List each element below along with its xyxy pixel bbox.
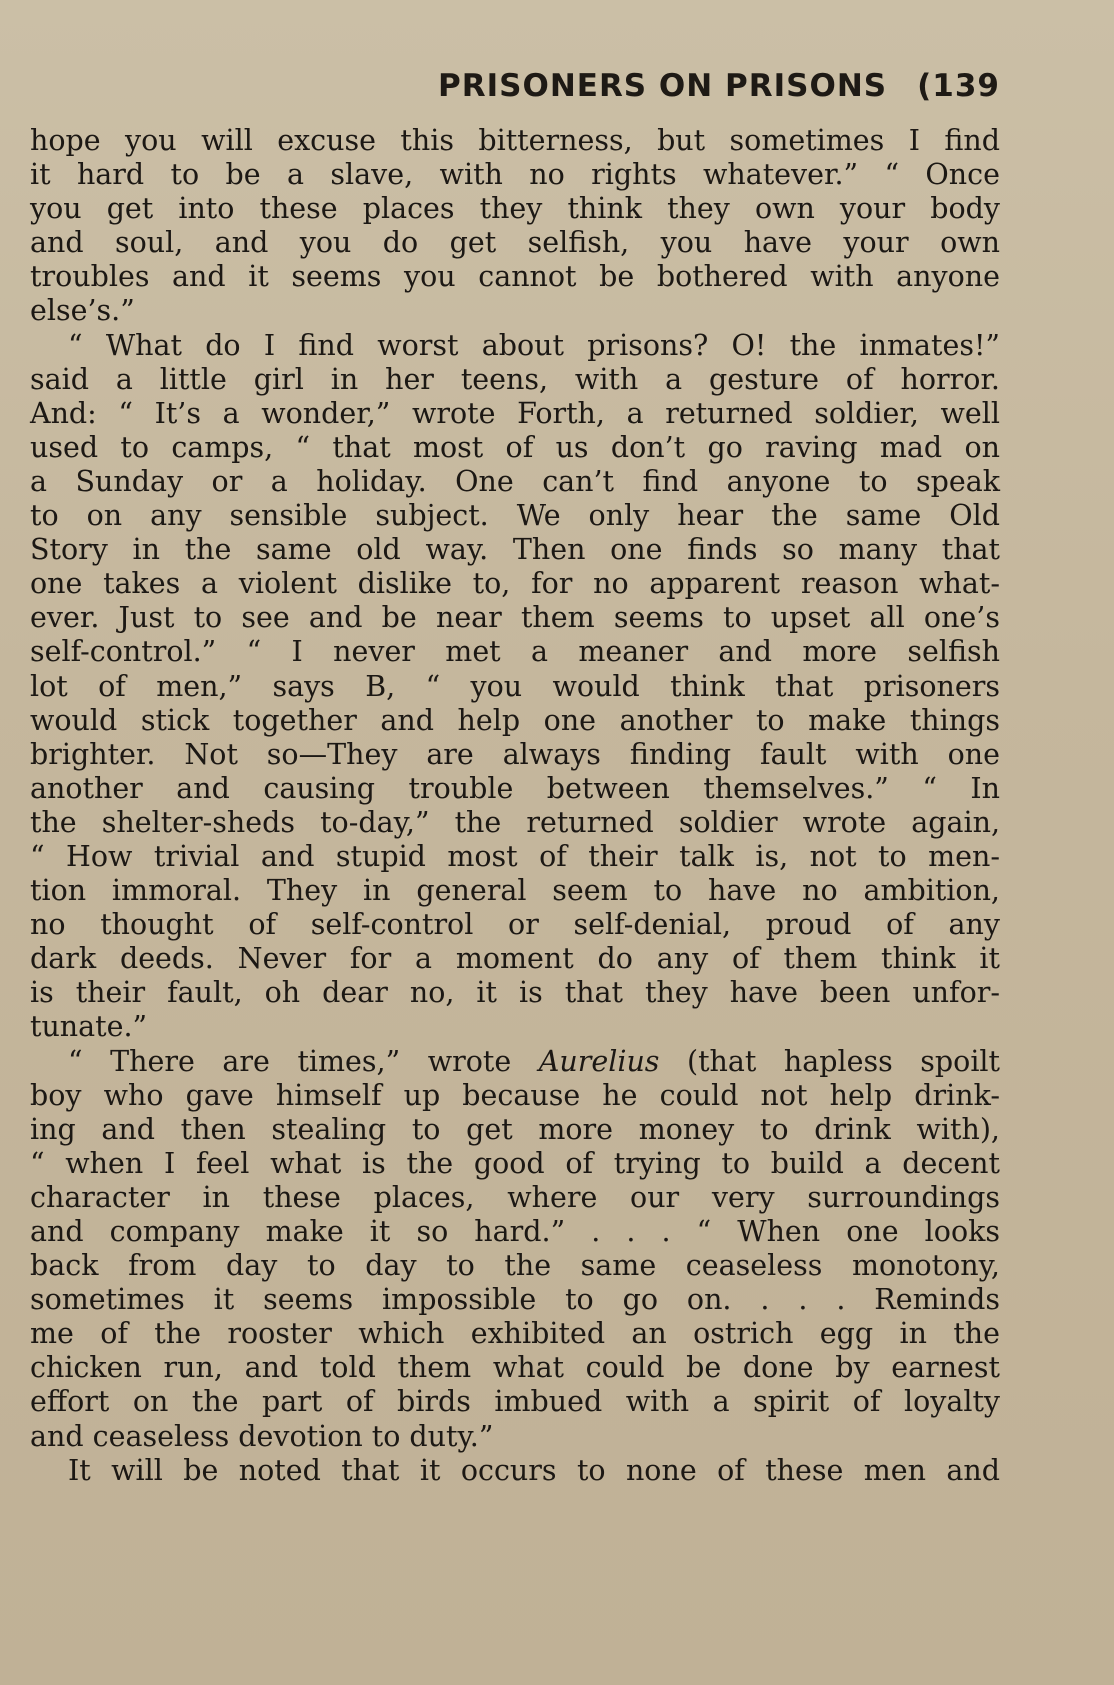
text-line: boy who gave himself up because he could not help drink- [30, 1078, 1000, 1112]
text-fragment: “ There are times,” wrote [68, 1044, 539, 1078]
text-line: ever. Just to see and be near them seems to upset all one’s [30, 601, 1000, 635]
text-line: to on any sensible subject. We only hear the same Old [30, 499, 1000, 533]
text-line: tunate.” [30, 1010, 148, 1044]
text-line: back from day to day to the same ceaseless monotony, [30, 1249, 1000, 1283]
text-line: would stick together and help one another to make things [30, 703, 1000, 737]
text-line: me of the rooster which exhibited an ostrich egg in the [30, 1317, 1000, 1351]
text-line: hope you will excuse this bitterness, but sometimes I find [30, 124, 1000, 157]
text-line: And: “ It’s a wonder,” wrote Forth, a returned soldier, well [30, 396, 1000, 430]
text-line: and soul, and you do get selfish, you have your own [30, 226, 1000, 260]
running-title: PRISONERS ON PRISONS [438, 68, 888, 104]
text-line: It will be noted that it occurs to none of these men and [68, 1453, 1000, 1487]
text-line: “ What do I find worst about prisons? O! the inmates!” [68, 328, 1000, 362]
text-line: it hard to be a slave, with no rights whatever.” “ Once [30, 158, 1000, 192]
text-fragment: (that hapless spoilt [659, 1044, 1000, 1078]
text-line: ing and then stealing to get more money to drink with), [30, 1112, 1000, 1146]
text-line: troubles and it seems you cannot be bothered with anyone [30, 260, 1000, 294]
text-line: no thought of self-control or self-denial, proud of any [30, 908, 1000, 942]
text-line: and ceaseless devotion to duty.” [30, 1419, 494, 1453]
text-line: dark deeds. Never for a moment do any of them think it [30, 942, 1000, 976]
text-line: Story in the same old way. Then one finds so many that [30, 533, 1000, 567]
body-text [30, 124, 1000, 1488]
running-header [438, 68, 1000, 104]
text-line: “ How trivial and stupid most of their talk is, not to men- [30, 839, 1000, 873]
text-line: else’s.” [30, 294, 135, 328]
text-line: a Sunday or a holiday. One can’t find anyone to speak [30, 464, 1000, 498]
text-line: tion immoral. They in general seem to have no ambition, [30, 874, 1000, 908]
text-line: sometimes it seems impossible to go on. . . . Reminds [30, 1283, 1000, 1317]
text-line: and company make it so hard.” . . . “ When one looks [30, 1215, 1000, 1248]
text-line: the shelter-sheds to-day,” the returned soldier wrote again, [30, 805, 1000, 839]
text-line: said a little girl in her teens, with a gesture of horror. [30, 362, 1000, 396]
text-line: used to camps, “ that most of us don’t go raving mad on [30, 430, 1000, 464]
text-line: chicken run, and told them what could be done by earnest [30, 1351, 1000, 1385]
text-line [30, 1045, 1000, 1079]
text-line: brighter. Not so—They are always finding fault with one [30, 737, 1000, 771]
text-line: self-control.” “ I never met a meaner and more selfish [30, 635, 1000, 669]
text-line: “ when I feel what is the good of trying to build a decent [30, 1146, 1000, 1180]
text-line: one takes a violent dislike to, for no apparent reason what- [30, 567, 1000, 601]
text-line: another and causing trouble between themselves.” “ In [30, 771, 1000, 805]
text-line: lot of men,” says B, “ you would think that prisoners [30, 669, 1000, 703]
text-line: is their fault, oh dear no, it is that they have been unfor- [30, 976, 1000, 1010]
text-line: effort on the part of birds imbued with a spirit of loyalty [30, 1385, 1000, 1419]
italic-name: Aurelius [538, 1044, 660, 1078]
text-line: you get into these places they think they own your body [30, 192, 1000, 226]
page-number: (139 [917, 68, 1000, 104]
text-line: character in these places, where our very surroundings [30, 1180, 1000, 1214]
